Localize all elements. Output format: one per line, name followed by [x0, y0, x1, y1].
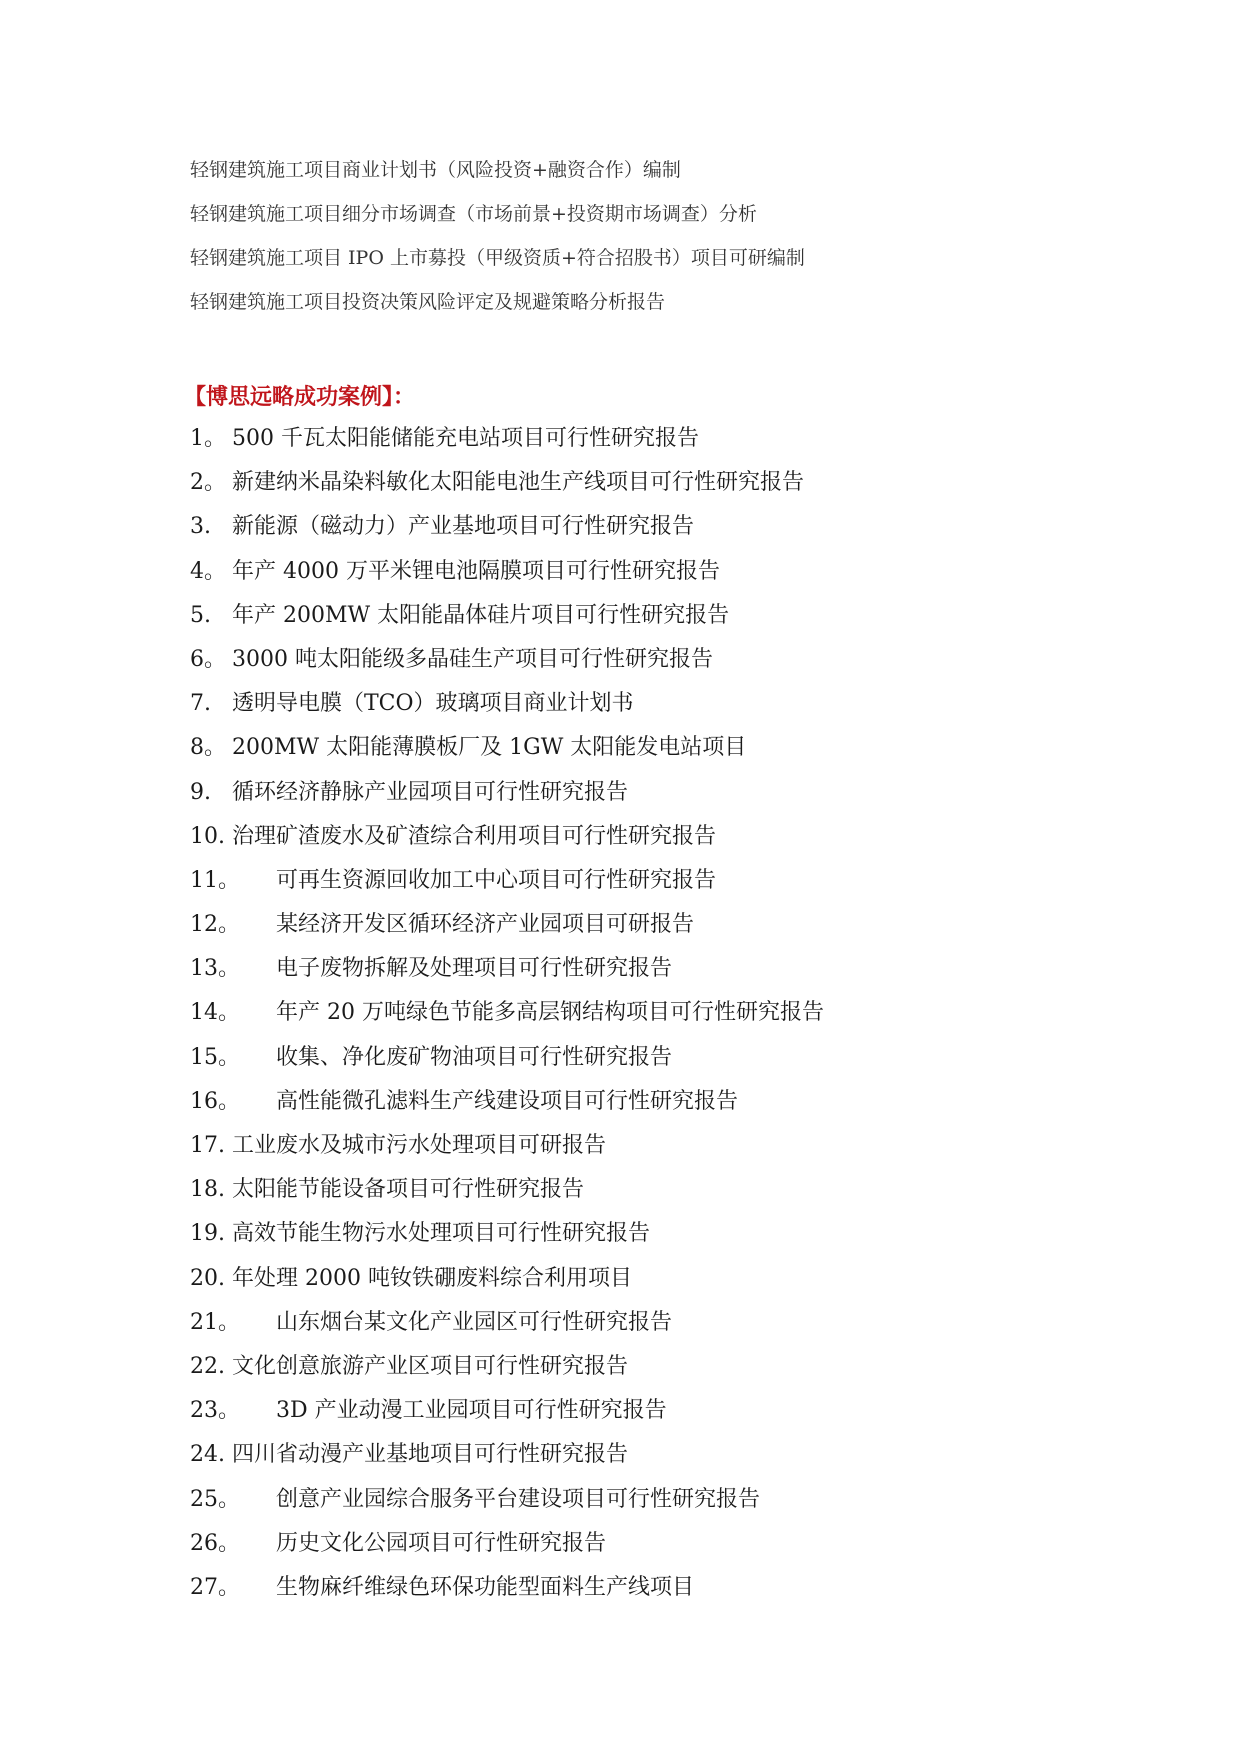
case-title: 新能源（磁动力）产业基地项目可行性研究报告 — [232, 514, 695, 540]
case-list-item — [190, 645, 1150, 689]
case-title: 治理矿渣废水及矿渣综合利用项目可行性研究报告 — [232, 823, 717, 849]
intro-line: 轻钢建筑施工项目投资决策风险评定及规避策略分析报告 — [190, 291, 666, 313]
case-title: 可再生资源回收加工中心项目可行性研究报告 — [276, 867, 717, 893]
case-number: 5. — [190, 602, 211, 628]
case-list-item — [190, 1573, 1150, 1617]
case-number: 4。 — [190, 558, 226, 584]
intro-line: 轻钢建筑施工项目细分市场调查（市场前景+投资期市场调查）分析 — [190, 203, 757, 225]
case-list-item — [190, 822, 1150, 866]
case-list-item — [190, 1087, 1150, 1131]
case-title: 3000 吨太阳能级多晶硅生产项目可行性研究报告 — [232, 646, 713, 672]
case-list-item — [190, 424, 1150, 468]
case-title: 循环经济静脉产业园项目可行性研究报告 — [232, 779, 629, 805]
case-number: 10. — [190, 823, 225, 849]
case-list-item — [190, 468, 1150, 512]
case-title: 500 千瓦太阳能储能充电站项目可行性研究报告 — [232, 426, 699, 451]
case-number: 1。 — [190, 426, 226, 451]
case-number: 19. — [190, 1221, 225, 1247]
case-number: 11。 — [190, 867, 240, 893]
case-list-item — [190, 998, 1150, 1042]
case-list-item — [190, 733, 1150, 777]
case-title: 200MW 太阳能薄膜板厂及 1GW 太阳能发电站项目 — [232, 735, 747, 761]
case-title: 年产 20 万吨绿色节能多高层钢结构项目可行性研究报告 — [276, 1000, 824, 1026]
case-list-item — [190, 1219, 1150, 1263]
case-number: 13。 — [190, 956, 240, 982]
case-list-item — [190, 512, 1150, 556]
case-title: 年产 4000 万平米锂电池隔膜项目可行性研究报告 — [232, 558, 720, 584]
case-number: 18. — [190, 1177, 225, 1203]
case-title: 某经济开发区循环经济产业园项目可研报告 — [276, 912, 695, 938]
case-title: 四川省动漫产业基地项目可行性研究报告 — [232, 1442, 629, 1468]
case-list-item — [190, 1264, 1150, 1308]
case-number: 25。 — [190, 1486, 240, 1512]
case-number: 21。 — [190, 1309, 240, 1335]
case-number: 14。 — [190, 1000, 240, 1026]
case-number: 20. — [190, 1265, 225, 1291]
case-list-item — [190, 866, 1150, 910]
case-list — [190, 424, 1150, 1617]
case-list-item — [190, 1308, 1150, 1352]
case-list-item — [190, 910, 1150, 954]
case-number: 16。 — [190, 1088, 240, 1114]
case-title: 高效节能生物污水处理项目可行性研究报告 — [232, 1221, 651, 1247]
case-list-item — [190, 1352, 1150, 1396]
case-title: 新建纳米晶染料敏化太阳能电池生产线项目可行性研究报告 — [232, 470, 805, 496]
case-title: 创意产业园综合服务平台建设项目可行性研究报告 — [276, 1486, 761, 1512]
case-number: 15。 — [190, 1044, 240, 1070]
case-number: 17. — [190, 1133, 225, 1158]
case-list-item — [190, 689, 1150, 733]
case-number: 7. — [190, 691, 211, 717]
case-title: 电子废物拆解及处理项目可行性研究报告 — [276, 956, 673, 982]
intro-section — [190, 158, 1150, 334]
case-title: 文化创意旅游产业区项目可行性研究报告 — [232, 1353, 629, 1379]
case-number: 9. — [190, 779, 211, 805]
case-title: 山东烟台某文化产业园区可行性研究报告 — [276, 1309, 673, 1335]
case-number: 6。 — [190, 646, 226, 672]
case-title: 收集、净化废矿物油项目可行性研究报告 — [276, 1044, 673, 1070]
case-list-item — [190, 1131, 1150, 1175]
case-number: 27。 — [190, 1574, 240, 1600]
section-heading: 【博思远略成功案例】： — [184, 384, 416, 410]
case-title: 年处理 2000 吨钕铁硼废料综合利用项目 — [232, 1265, 632, 1291]
case-number: 8。 — [190, 735, 226, 761]
case-number: 23。 — [190, 1398, 240, 1424]
case-list-item — [190, 778, 1150, 822]
case-title: 年产 200MW 太阳能晶体硅片项目可行性研究报告 — [232, 602, 730, 628]
case-list-item — [190, 1043, 1150, 1087]
case-title: 透明导电膜（TCO）玻璃项目商业计划书 — [232, 691, 634, 717]
case-title: 生物麻纤维绿色环保功能型面料生产线项目 — [276, 1574, 695, 1600]
case-list-item — [190, 1396, 1150, 1440]
intro-line: 轻钢建筑施工项目 IPO 上市募投（甲级资质+符合招股书）项目可研编制 — [190, 247, 805, 269]
case-title: 3D 产业动漫工业园项目可行性研究报告 — [276, 1398, 667, 1424]
case-number: 22. — [190, 1353, 225, 1379]
case-list-item — [190, 1175, 1150, 1219]
case-number: 24. — [190, 1442, 225, 1468]
case-number: 2。 — [190, 470, 226, 496]
case-list-item — [190, 1440, 1150, 1484]
case-number: 26。 — [190, 1530, 240, 1556]
case-number: 12。 — [190, 912, 240, 938]
case-list-item — [190, 601, 1150, 645]
case-title: 高性能微孔滤料生产线建设项目可行性研究报告 — [276, 1088, 739, 1114]
case-list-item — [190, 1485, 1150, 1529]
case-list-item — [190, 557, 1150, 601]
case-list-item — [190, 954, 1150, 998]
case-list-item — [190, 1529, 1150, 1573]
case-title: 工业废水及城市污水处理项目可研报告 — [232, 1133, 607, 1158]
case-title: 历史文化公园项目可行性研究报告 — [276, 1530, 607, 1556]
case-title: 太阳能节能设备项目可行性研究报告 — [232, 1177, 585, 1203]
case-number: 3. — [190, 514, 211, 540]
intro-line: 轻钢建筑施工项目商业计划书（风险投资+融资合作）编制 — [190, 159, 681, 181]
